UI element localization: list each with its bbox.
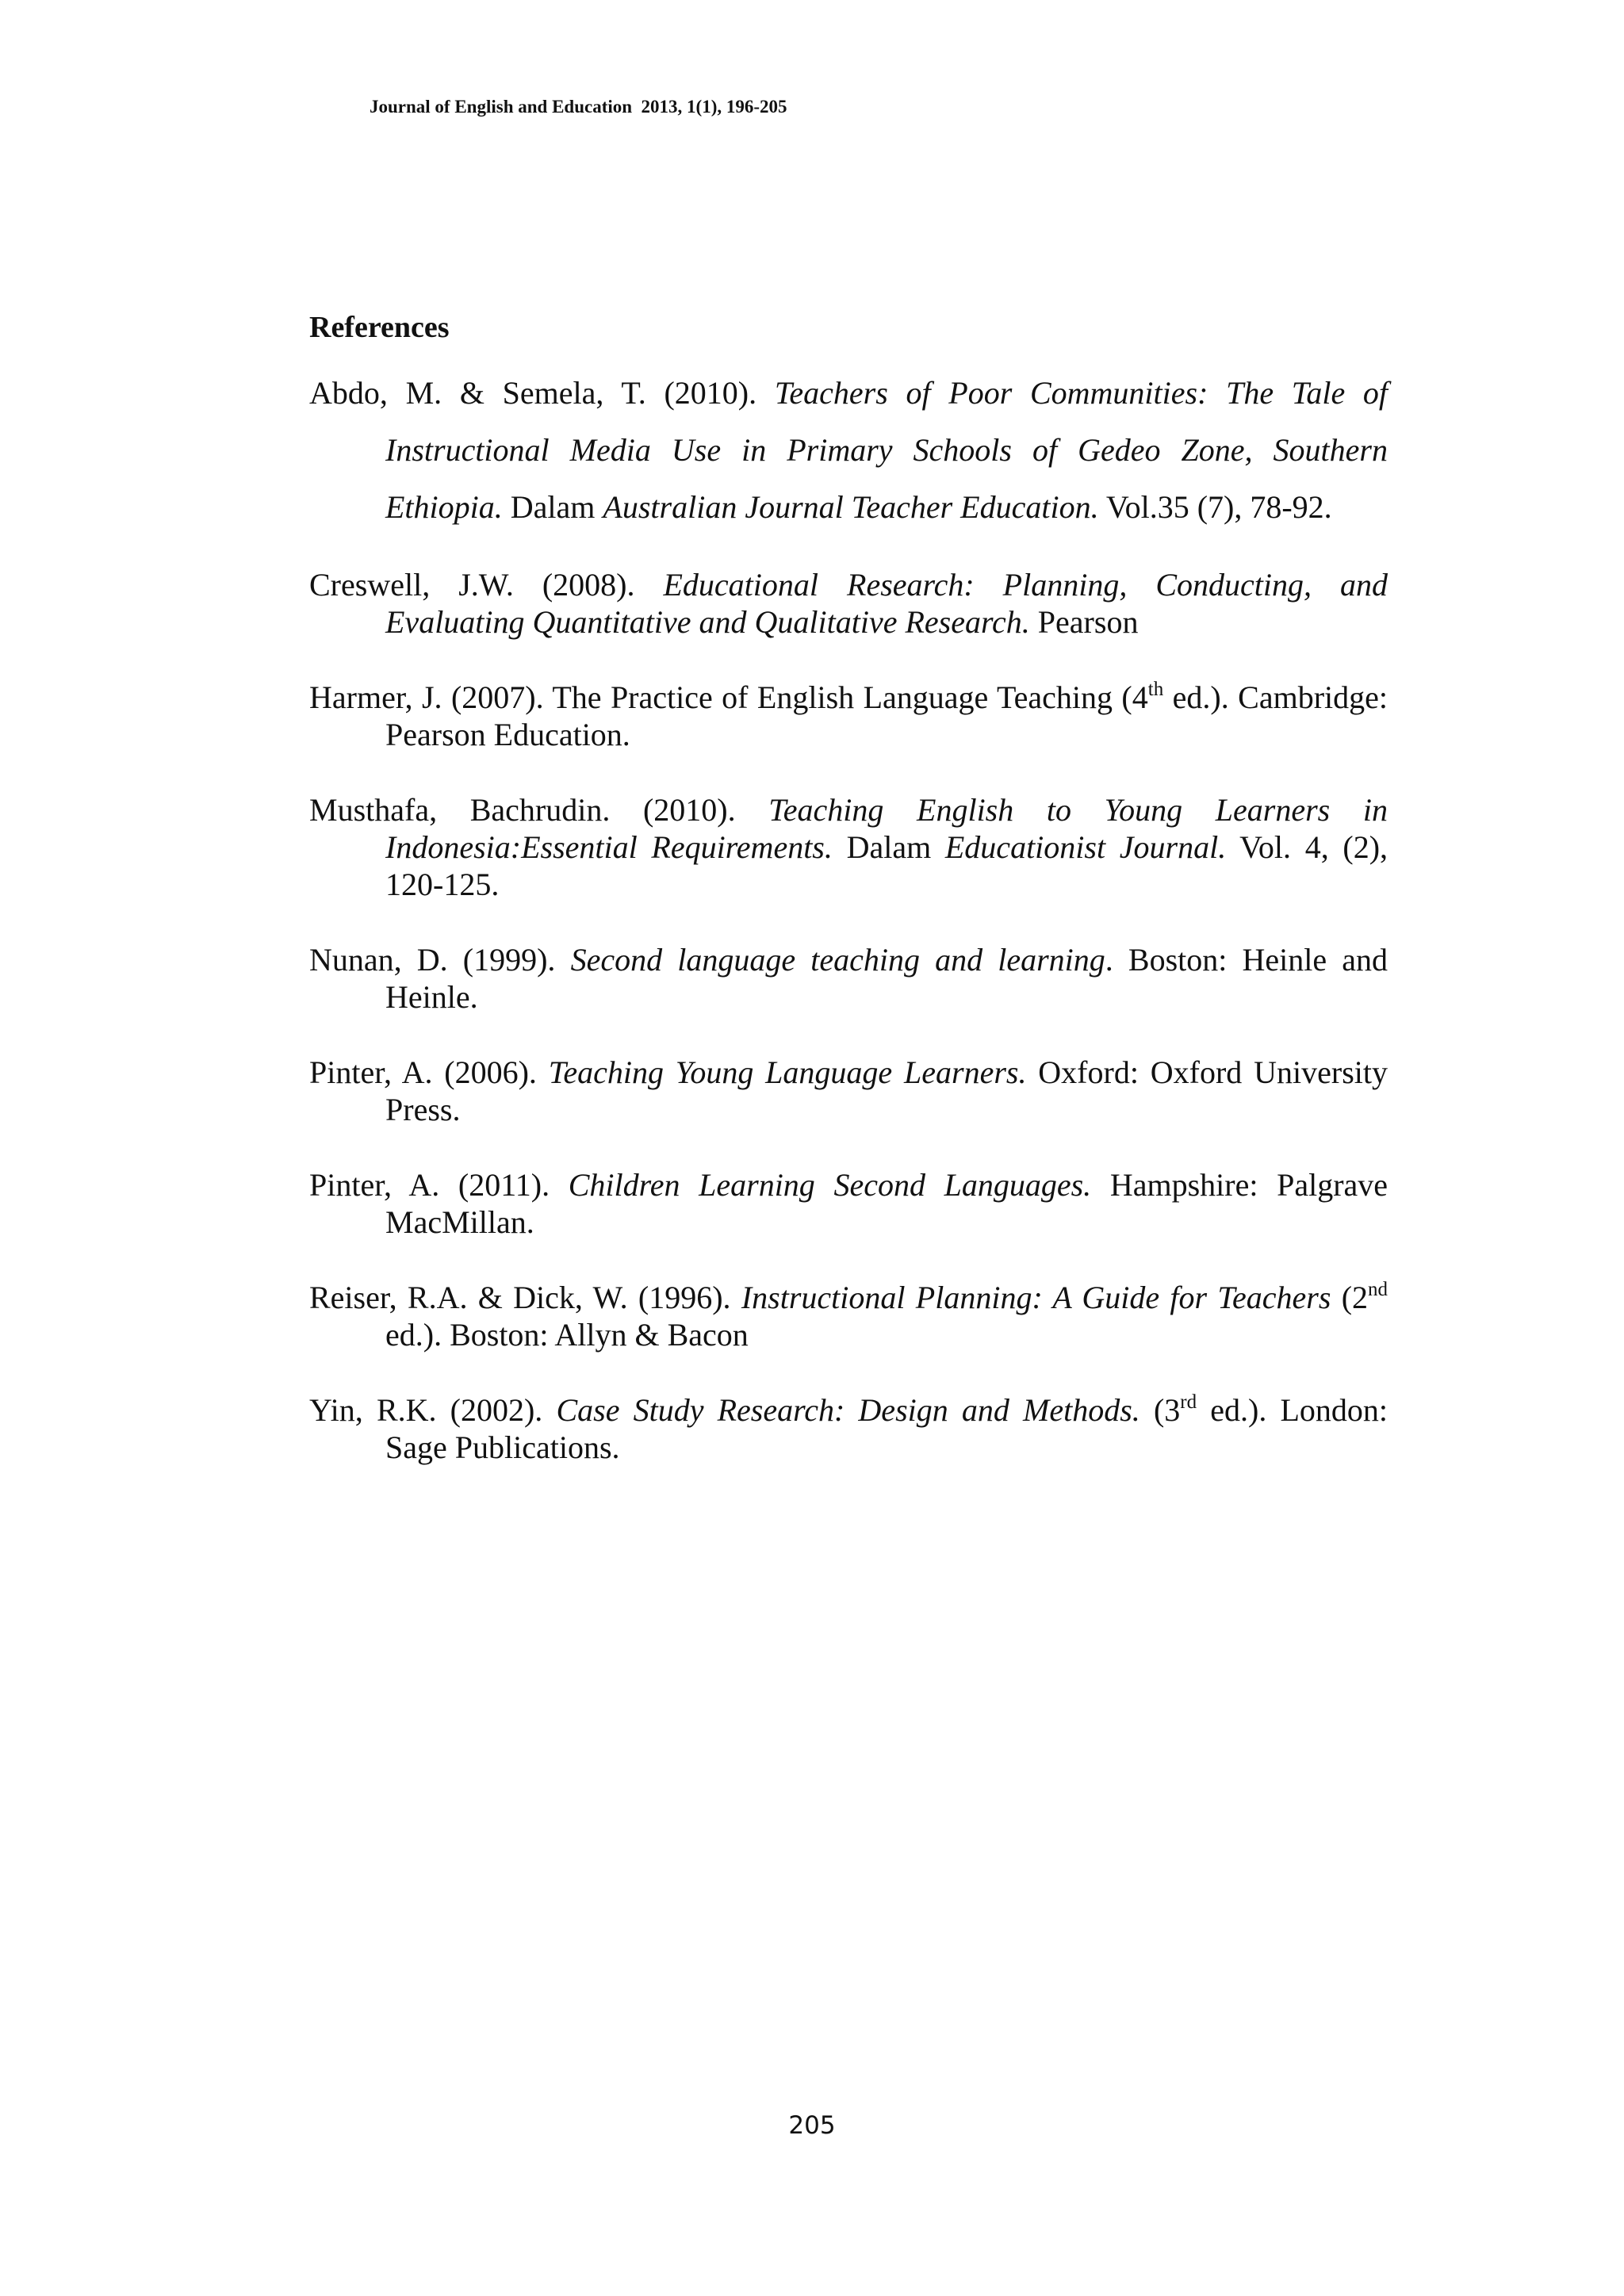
reference-entry	[309, 365, 1388, 536]
reference-entry	[309, 791, 1388, 903]
reference-title: Teachers of Poor Communities: The Tale of Instructional Media Use in Primary Schools of Gedeo Zone, Southern Ethiopia.	[385, 375, 1388, 525]
reference-connector: Dalam	[510, 489, 596, 525]
reference-publisher: ed.). London: Sage Publications.	[385, 1392, 1388, 1465]
reference-publisher: ed.). Cambridge: Pearson Education.	[385, 679, 1388, 752]
reference-journal: Educationist Journal.	[944, 829, 1227, 865]
reference-title: Case Study Research: Design and Methods.	[556, 1392, 1140, 1428]
reference-entry	[309, 679, 1388, 753]
reference-journal: Australian Journal Teacher Education.	[603, 489, 1099, 525]
reference-authors: Yin, R.K. (2002).	[309, 1392, 543, 1428]
reference-title: Teaching English to Young Learners in Indonesia:Essential Requirements.	[385, 792, 1388, 865]
reference-authors: Musthafa, Bachrudin. (2010).	[309, 792, 736, 828]
page-number: 205	[788, 2111, 836, 2140]
reference-authors: Creswell, J.W. (2008).	[309, 567, 635, 603]
reference-edition: (2	[1341, 1280, 1369, 1315]
reference-publisher: Hampshire: Palgrave MacMillan.	[385, 1167, 1388, 1240]
reference-title: Second language teaching and learning	[570, 942, 1105, 978]
reference-connector: Dalam	[846, 829, 932, 865]
reference-entry	[309, 1279, 1388, 1353]
reference-entry	[309, 1054, 1388, 1128]
reference-superscript: rd	[1180, 1391, 1197, 1413]
reference-details: Vol. 4, (2), 120-125.	[385, 829, 1388, 902]
reference-authors: Nunan, D. (1999).	[309, 942, 556, 978]
reference-superscript: nd	[1368, 1279, 1388, 1300]
reference-entry	[309, 566, 1388, 641]
reference-entry	[309, 1166, 1388, 1241]
reference-details: Vol.35 (7), 78-92.	[1105, 489, 1332, 525]
reference-text: Harmer, J. (2007). The Practice of English Language Teaching (4	[309, 679, 1148, 715]
reference-authors: Abdo, M. & Semela, T. (2010).	[309, 375, 757, 411]
running-header: Journal of English and Education 2013, 1(1), 196-205	[370, 97, 787, 117]
reference-authors: Reiser, R.A. & Dick, W. (1996).	[309, 1280, 731, 1315]
reference-authors: Pinter, A. (2011).	[309, 1167, 550, 1203]
reference-title: Educational Research: Planning, Conducting, and Evaluating Quantitative and Qualitative Research.	[385, 567, 1388, 640]
reference-edition: (3	[1153, 1392, 1181, 1428]
reference-publisher: Pearson	[1037, 604, 1139, 640]
reference-list	[309, 365, 1388, 1504]
reference-publisher: . Boston: Heinle and Heinle.	[385, 942, 1388, 1015]
reference-entry	[309, 941, 1388, 1016]
section-title: References	[309, 311, 450, 344]
reference-title: Instructional Planning: A Guide for Teachers	[741, 1280, 1331, 1315]
reference-publisher: ed.). Boston: Allyn & Bacon	[385, 1317, 749, 1353]
reference-title: Children Learning Second Languages.	[568, 1167, 1092, 1203]
reference-authors: Pinter, A. (2006).	[309, 1054, 537, 1090]
reference-title: Teaching Young Language Learners.	[548, 1054, 1027, 1090]
reference-publisher: Oxford: Oxford University Press.	[385, 1054, 1388, 1127]
reference-entry	[309, 1391, 1388, 1466]
reference-superscript: th	[1147, 679, 1164, 700]
